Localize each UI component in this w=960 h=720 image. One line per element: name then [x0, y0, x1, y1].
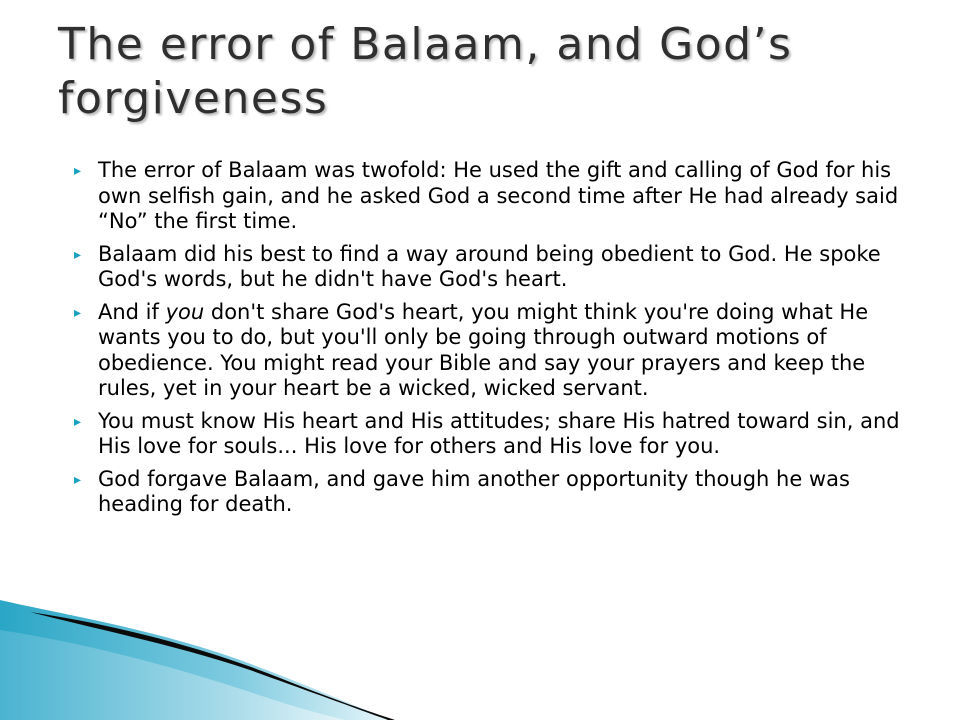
bullet-text: Balaam did his best to find a way around being obedient to God. He spoke God's words, but he didn't have God's heart.	[98, 241, 881, 291]
triangle-right-icon: ▸	[74, 304, 82, 321]
bullet-text: The error of Balaam was twofold: He used the gift and calling of God for his own selfish gain, and he asked God a second time after He had already said “No” the first time.	[98, 158, 899, 233]
bullet-text: don't share God's heart, you might think you're doing what He wants you to do, but you'll only be going through outward motions of obedience. You might read your Bible and say your prayers and keep the rules, yet in your heart be a wicked, wicked servant.	[98, 299, 869, 400]
bullet-text: And if	[98, 299, 166, 324]
triangle-right-icon: ▸	[74, 471, 82, 488]
bullet-item	[74, 300, 904, 402]
bullet-text: God forgave Balaam, and gave him another opportunity though he was heading for death.	[98, 466, 850, 516]
bullet-item	[74, 467, 904, 518]
bullet-item	[74, 158, 904, 235]
bullet-item	[74, 242, 904, 293]
triangle-right-icon: ▸	[74, 413, 82, 430]
background-wave-decoration	[0, 600, 400, 720]
slide-title: The error of Balaam, and God’s forgiveness	[58, 19, 793, 124]
bullet-list	[74, 158, 904, 525]
bullet-text: You must know His heart and His attitudes; share His hatred toward sin, and His love for souls... His love for others and His love for you.	[98, 408, 900, 458]
triangle-right-icon: ▸	[74, 163, 82, 179]
bullet-item	[74, 409, 904, 460]
triangle-right-icon: ▸	[74, 246, 82, 263]
emphasized-text: you	[165, 299, 205, 324]
